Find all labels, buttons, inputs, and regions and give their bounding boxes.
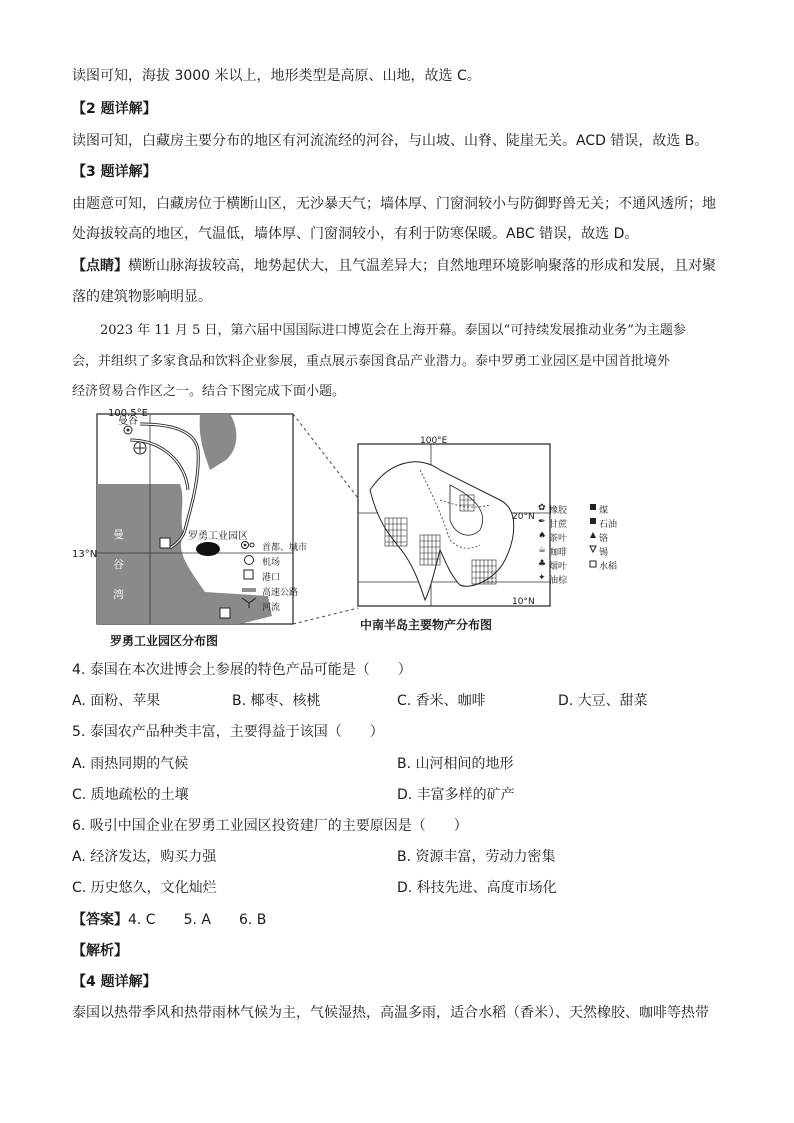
legend-tea: 茶叶 (549, 534, 568, 544)
text-line: 读图可知，白藏房主要分布的地区有河流流经的河谷，与山坡、山脊、陡崖无关。ACD 错误，故选 B。 (72, 133, 709, 149)
map-right-lat-top: 20°N (512, 512, 535, 522)
legend-oilpalm: 油棕 (549, 576, 568, 586)
answer-text: 4. C 5. A 6. B (128, 912, 267, 928)
svg-text:☕: ☕ (538, 545, 547, 555)
svg-text:♠: ♠ (538, 531, 547, 541)
legend-airport: 机场 (262, 558, 281, 568)
q4-option-a[interactable]: A. 面粉、苹果 (72, 693, 161, 709)
legend-tin: 锡 (599, 548, 609, 558)
text-line: 读图可知，海拔 3000 米以上，地形类型是高原、山地，故选 C。 (72, 68, 481, 84)
gulf-label-2: 谷 (113, 558, 124, 571)
q5-option-a[interactable]: A. 雨热同期的气候 (72, 756, 189, 772)
legend-highway: 高速公路 (262, 588, 299, 598)
legend-river: 河流 (262, 603, 281, 613)
legend-coffee: 咖啡 (549, 548, 568, 558)
q4-option-d[interactable]: D. 大豆、甜菜 (558, 693, 648, 709)
q4-stem: 4. 泰国在本次进博会上参展的特色产品可能是（ ） (72, 662, 412, 678)
legend-sugarcane: 甘蔗 (549, 520, 568, 530)
legend-city: 首都、城市 (262, 543, 308, 553)
dianjing-line (72, 257, 716, 275)
section-heading: 【3 题详解】 (72, 164, 157, 180)
q4-option-b[interactable]: B. 椰枣、核桃 (232, 693, 321, 709)
q5-option-c[interactable]: C. 质地疏松的土壤 (72, 787, 189, 803)
dianjing-tag: 【点睛】 (72, 258, 128, 274)
q6-option-d[interactable]: D. 科技先进、高度市场化 (397, 880, 557, 896)
passage-line: 会，并组织了多家食品和饮料企业参展，重点展示泰国食品产业潜力。泰中罗勇工业园区是中国首批境外 (72, 354, 671, 369)
map-left-park: 罗勇工业园区 (188, 531, 248, 542)
answer-tag: 【答案】 (72, 912, 128, 928)
q5-stem: 5. 泰国农产品种类丰富，主要得益于该国（ ） (72, 724, 384, 740)
map-figure (0, 400, 794, 640)
legend-coal: 煤 (599, 506, 609, 516)
gulf-label-3: 湾 (113, 588, 124, 601)
map-left-latitude: 13°N (72, 549, 98, 560)
map-right-longitude: 100°E (420, 436, 448, 446)
svg-text:✦: ✦ (538, 573, 546, 583)
map-right-lat-bottom: 10°N (512, 597, 535, 607)
text-line: 处海拔较高的地区，气温低，墙体厚、门窗洞较小，有利于防寒保暖。ABC 错误，故选 D。 (72, 226, 639, 242)
dianjing-text: 横断山脉海拔较高，地势起伏大，且气温差异大；自然地理环境影响聚落的形成和发展，且对聚 (128, 258, 716, 274)
svg-text:✒: ✒ (538, 517, 546, 527)
gulf-label-1: 曼 (113, 528, 124, 541)
q6-option-a[interactable]: A. 经济发达，购买力强 (72, 849, 217, 865)
q6-stem: 6. 吸引中国企业在罗勇工业园区投资建厂的主要原因是（ ） (72, 818, 468, 834)
text-line: 落的建筑物影响明显。 (72, 289, 212, 305)
passage-line: 经济贸易合作区之一。结合下图完成下面小题。 (72, 384, 346, 399)
text-line: 由题意可知，白藏房位于横断山区，无沙暴天气；墙体厚、门窗洞较小与防御野兽无关；不通风透所；地 (72, 196, 716, 212)
legend-port: 港口 (262, 573, 281, 583)
legend-tobacco: 烟叶 (549, 562, 568, 572)
q5-option-d[interactable]: D. 丰富多样的矿产 (397, 787, 515, 803)
legend-rice: 水稻 (599, 562, 618, 572)
section-heading: 【2 题详解】 (72, 101, 157, 117)
text-line: 泰国以热带季风和热带雨林气候为主，气候湿热，高温多雨，适合水稻（香米）、天然橡胶、咖啡等热带 (72, 1005, 709, 1021)
legend-oil: 石油 (599, 520, 618, 530)
svg-text:♣: ♣ (538, 559, 547, 569)
q4-option-c[interactable]: C. 香米、咖啡 (397, 693, 486, 709)
map-left-caption: 罗勇工业园区分布图 (110, 634, 219, 648)
map-left-city: 曼谷 (118, 416, 138, 427)
svg-text:✿: ✿ (538, 503, 546, 513)
legend-chromium: 铬 (599, 534, 609, 544)
section-heading: 【4 题详解】 (72, 974, 157, 990)
q6-option-b[interactable]: B. 资源丰富，劳动力密集 (397, 849, 556, 865)
legend-rubber: 橡胶 (549, 506, 568, 516)
answer-line (72, 911, 266, 929)
analysis-heading: 【解析】 (72, 943, 128, 959)
passage-line: 2023 年 11 月 5 日，第六届中国国际进口博览会在上海开幕。泰国以“可持续发展推动业务”为主题参 (100, 323, 686, 338)
q6-option-c[interactable]: C. 历史悠久，文化灿烂 (72, 880, 217, 896)
rayong-map (97, 414, 358, 624)
q5-option-b[interactable]: B. 山河相间的地形 (397, 756, 514, 772)
map-left-longitude: 100.5°E (108, 408, 148, 419)
map-right-caption: 中南半岛主要物产分布图 (360, 618, 493, 632)
